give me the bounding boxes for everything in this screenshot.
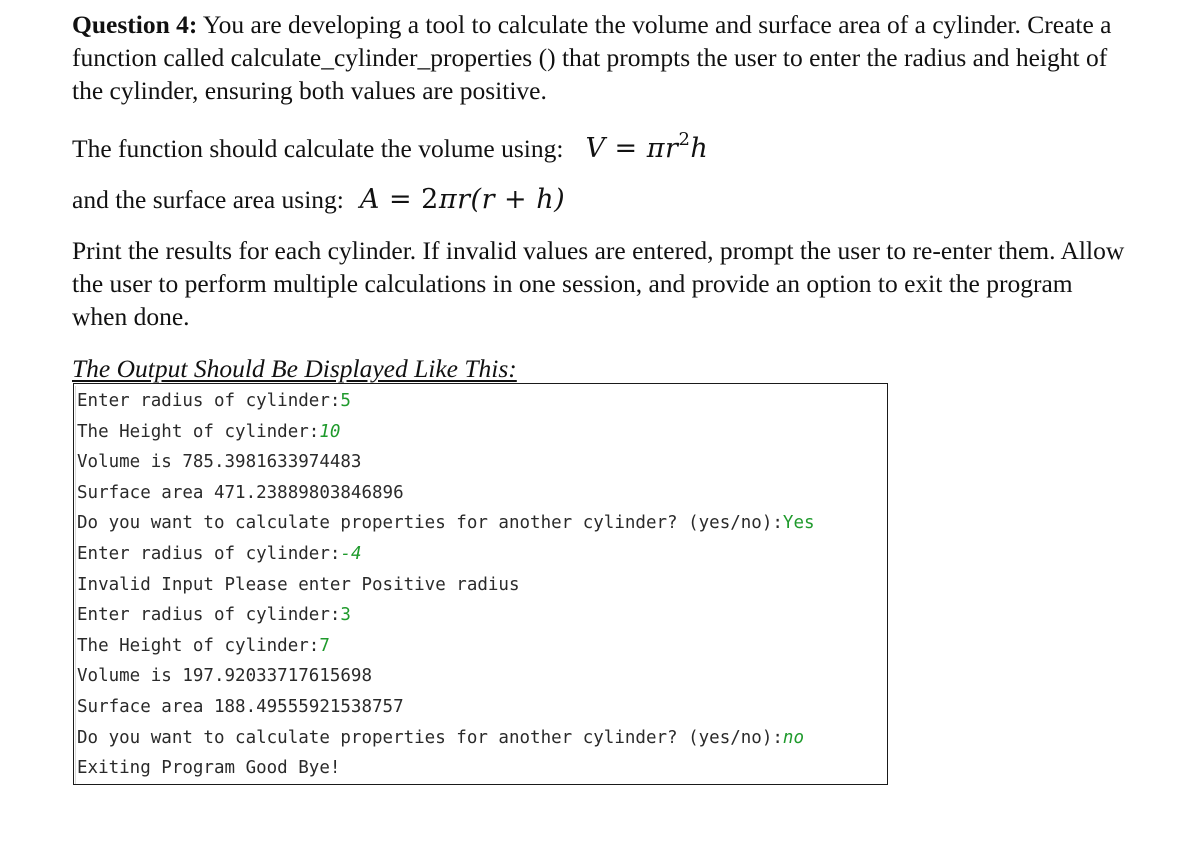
- volume-formula-line: [72, 125, 1132, 165]
- formula-coef: 2: [421, 184, 439, 215]
- console-line: Surface area 471.23889803846896: [75, 478, 887, 509]
- formula-v: V: [585, 133, 606, 164]
- console-line: The Height of cylinder:10: [75, 417, 887, 448]
- console-line: Enter radius of cylinder:-4: [75, 539, 887, 570]
- console-line: Do you want to calculate properties for another cylinder? (yes/no):Yes: [75, 508, 887, 539]
- formula-eq: =: [605, 133, 647, 164]
- console-output-box: [73, 383, 888, 785]
- area-formula: [360, 183, 565, 216]
- formula-r: r: [665, 133, 679, 164]
- area-formula-line: [72, 183, 1132, 216]
- output-heading: The Output Should Be Displayed Like This:: [72, 354, 517, 383]
- formula-r: r: [457, 184, 471, 215]
- formula-exponent: 2: [678, 129, 691, 150]
- formula-pi: π: [646, 133, 666, 164]
- question-text: You are developing a tool to calculate the volume and surface area of a cylinder. Create a function called calculate_cylinder_properties () that prompts the user to enter the radius and height of the cylinder, ensuring both values are positive.: [72, 10, 1112, 105]
- area-formula-text: and the surface area using:: [72, 185, 344, 214]
- instructions-paragraph: Print the results for each cylinder. If invalid values are entered, prompt the user to re-enter them. Allow the user to perform multiple calculations in one session, and provide an option to exit the program when done.: [72, 236, 1125, 331]
- document-page: [72, 8, 1132, 385]
- volume-formula: [585, 125, 708, 165]
- formula-pi: π: [438, 184, 458, 215]
- console-line: Surface area 188.49555921538757: [75, 692, 887, 723]
- console-line: Enter radius of cylinder:5: [75, 386, 887, 417]
- question-label: Question 4:: [72, 10, 198, 39]
- formula-a: A: [359, 184, 380, 215]
- volume-formula-text: The function should calculate the volume using:: [72, 134, 564, 163]
- console-line: Volume is 785.3981633974483: [75, 447, 887, 478]
- formula-paren: (r + h): [470, 184, 566, 215]
- console-line: Exiting Program Good Bye!: [75, 753, 887, 784]
- console-line: Do you want to calculate properties for another cylinder? (yes/no):no: [75, 723, 887, 754]
- console-line: Invalid Input Please enter Positive radius: [75, 570, 887, 601]
- formula-eq: =: [379, 184, 422, 215]
- console-line: Enter radius of cylinder:3: [75, 600, 887, 631]
- console-line: Volume is 197.92033717615698: [75, 661, 887, 692]
- question-paragraph: [72, 8, 1132, 107]
- console-line: The Height of cylinder:7: [75, 631, 887, 662]
- formula-h: h: [690, 133, 709, 164]
